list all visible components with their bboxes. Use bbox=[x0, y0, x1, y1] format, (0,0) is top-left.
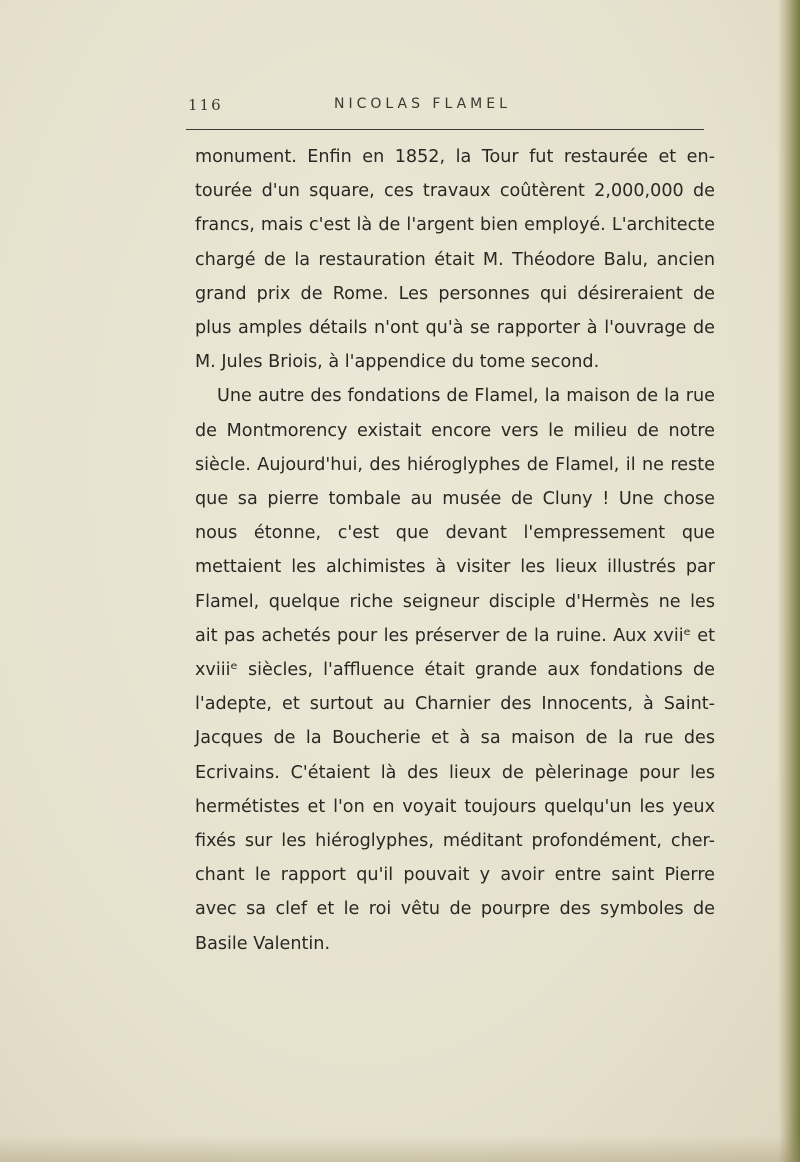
running-title: NICOLAS FLAMEL bbox=[334, 96, 511, 112]
body-text bbox=[195, 140, 715, 961]
page-bottom-shadow bbox=[0, 1136, 800, 1162]
paragraph-1: monument. Enfin en 1852, la Tour fut restaurée et en-tourée d'un square, ces travaux coûtèrent 2,000,000 de francs, mais c'est là de l'argent bien employé. L'architecte chargé de la restauration était M. Théodore Balu, ancien grand prix de Rome. Les personnes qui désireraient de plus amples détails n'ont qu'à se rapporter à l'ouvrage de M. Jules Briois, à l'appendice du tome second. bbox=[195, 147, 715, 373]
page-number: 116 bbox=[188, 96, 223, 114]
page-edge-shadow bbox=[778, 0, 800, 1162]
running-header bbox=[186, 96, 704, 120]
header-rule bbox=[186, 129, 704, 130]
paragraph-2: Une autre des fondations de Flamel, la maison de la rue de Montmorency existait encore vers le milieu de notre siècle. Aujourd'hui, des hiéroglyphes de Flamel, il ne reste que sa pierre tombale au musée de Cluny ! Une chose nous étonne, c'est que devant l'empressement que mettaient les alchimistes à visiter les lieux illustrés par Flamel, quelque riche seigneur disciple d'Hermès ne les ait pas achetés pour les préserver de la ruine. Aux xviiᵉ et xviiiᵉ siècles, l'affluence était grande aux fondations de l'adepte, et surtout au Charnier des Innocents, à Saint-Jacques de la Boucherie et à sa maison de la rue des Ecrivains. C'étaient là des lieux de pèlerinage pour les hermétistes et l'on en voyait toujours quelqu'un les yeux fixés sur les hiéroglyphes, méditant profondément, cher-chant le rapport qu'il pouvait y avoir entre saint Pierre avec sa clef et le roi vêtu de pourpre des symboles de Basile Valentin. bbox=[195, 386, 715, 954]
